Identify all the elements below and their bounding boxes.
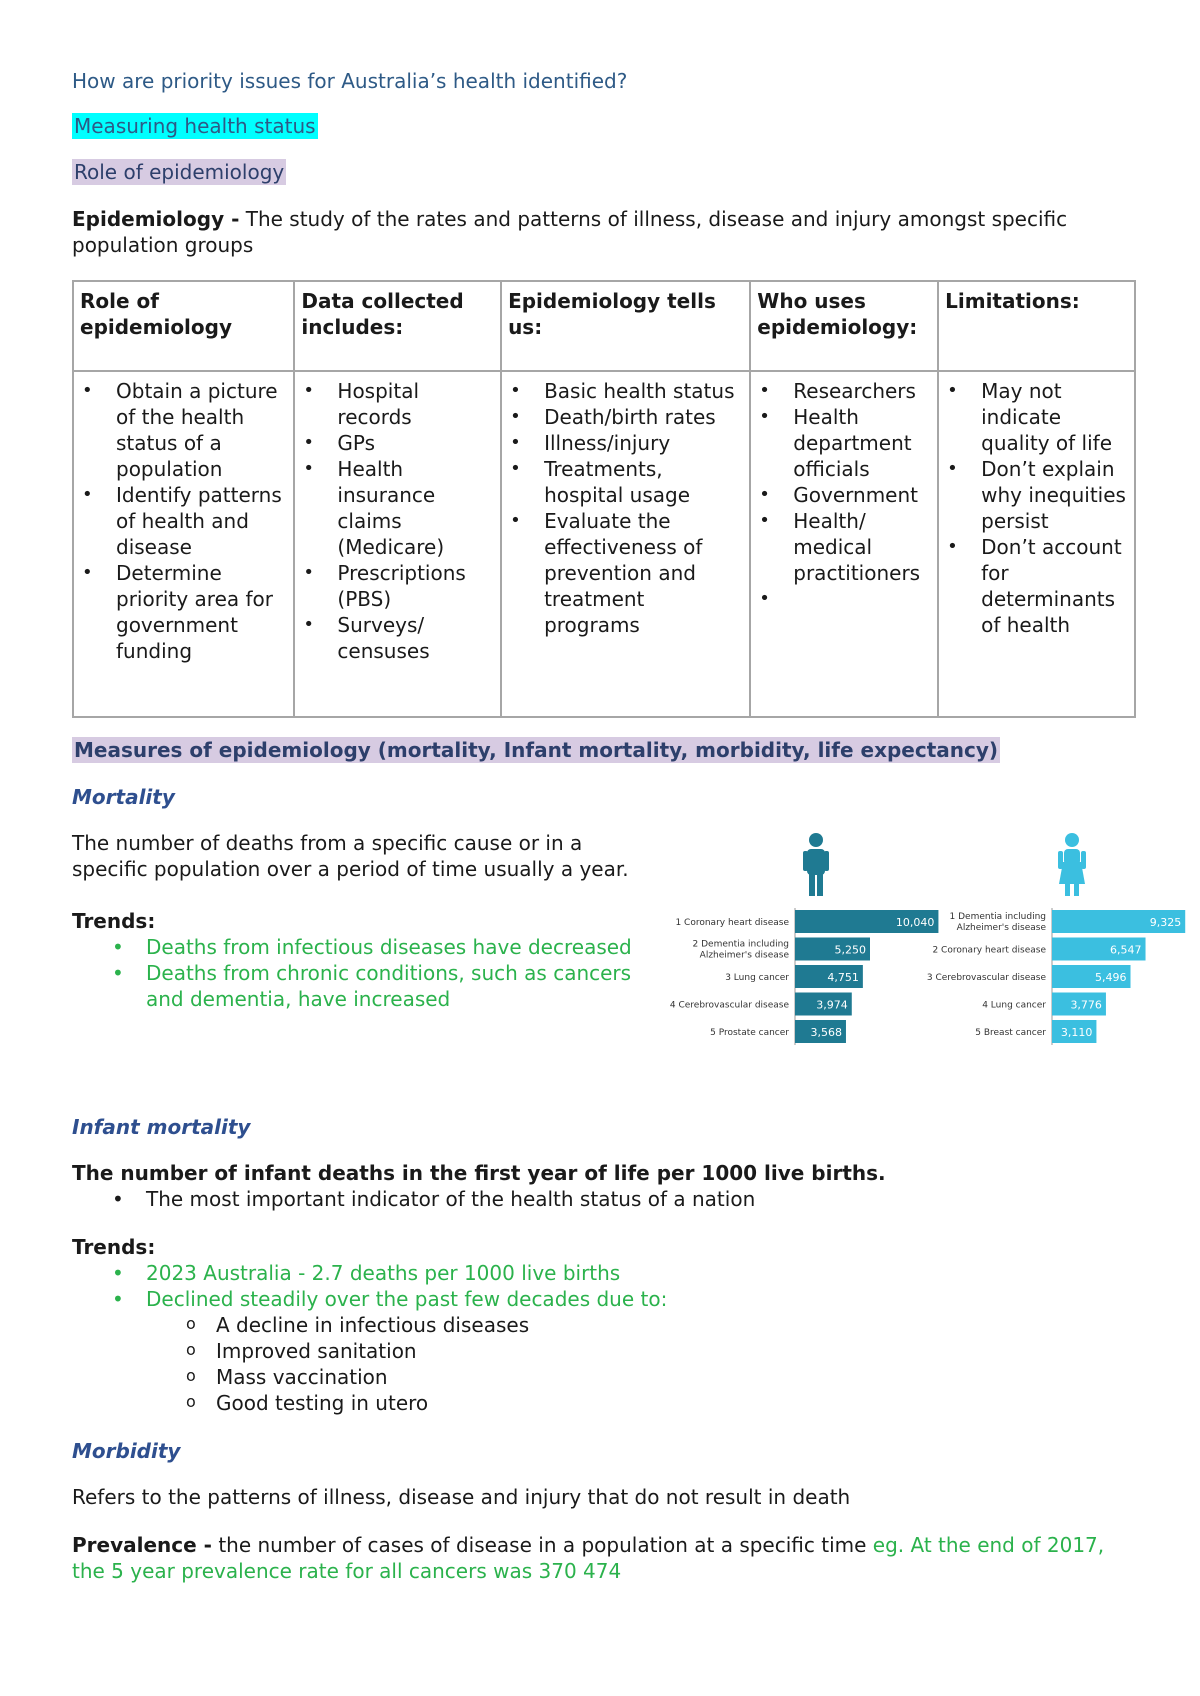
infant-points <box>72 1186 1140 1212</box>
list-item: • Surveys/ censuses <box>301 612 494 664</box>
bar-value-label: 9,325 <box>1149 916 1182 929</box>
section-heading-measuring: Measuring health status <box>74 114 316 138</box>
section-role <box>72 160 1140 184</box>
bar-category-label: 3 Cerebrovascular disease <box>926 973 1046 983</box>
table-header-row <box>73 281 1135 371</box>
mortality-causes-chart <box>652 830 1182 1102</box>
list-item: • Deaths from infectious diseases have decreased <box>108 934 642 960</box>
list-item: • GPs <box>301 430 494 456</box>
document-page <box>72 68 1182 1584</box>
table-cell-limitations <box>938 371 1135 717</box>
bar-value-label: 3,974 <box>816 998 848 1012</box>
list-item: • Hospital records <box>301 378 494 430</box>
mortality-section <box>72 830 1182 1102</box>
mortality-definition: The number of deaths from a specific cause or in a specific population over a period of time usually a year. <box>72 831 629 881</box>
bar-value-label: 3,568 <box>810 1026 842 1039</box>
table-cell-data <box>294 371 501 717</box>
mortality-trends <box>72 934 642 1012</box>
bar-value-label: 3,110 <box>1060 1026 1093 1039</box>
prevalence-definition: Prevalence - the number of cases of disease in a population at a specific time eg. At the end of 2017, the 5 year prevalence rate for all cancers was 370 474 <box>72 1533 1105 1583</box>
table-header: Role of epidemiology <box>73 281 294 371</box>
bar-value-label: 4,751 <box>827 971 859 984</box>
list-item: • Treatments, hospital usage <box>508 456 743 508</box>
bar-value-label: 10,040 <box>895 916 935 929</box>
list-item: • Deaths from chronic conditions, such as cancers and dementia, have increased <box>108 960 642 1012</box>
infant-reasons <box>72 1312 1140 1416</box>
section-measures <box>72 738 1140 762</box>
table-cell-role <box>73 371 294 717</box>
page-title: How are priority issues for Australia’s health identified? <box>72 69 628 93</box>
bar-category-label: 2 Dementia including Alzheimer's disease <box>692 939 789 961</box>
list-item: • Death/birth rates <box>508 404 743 430</box>
list-item: • May not indicate quality of life <box>945 378 1128 456</box>
definition-text: The study of the rates and patterns of illness, disease and injury amongst specific population groups <box>72 207 1068 257</box>
list-item: • Evaluate the effectiveness of prevention and treatment programs <box>508 508 743 638</box>
list-item: • Illness/injury <box>508 430 743 456</box>
list-item: • Basic health status <box>508 378 743 404</box>
epidemiology-definition <box>72 206 1140 258</box>
list-item: • 2023 Australia - 2.7 deaths per 1000 live births <box>108 1260 1140 1286</box>
list-item: • Health insurance claims (Medicare) <box>301 456 494 560</box>
list-item: o Improved sanitation <box>180 1338 1140 1364</box>
list-item: • Health/ medical practitioners <box>757 508 931 586</box>
list-item: • Don’t explain why inequities persist <box>945 456 1128 534</box>
bar-value-label: 3,776 <box>1070 998 1102 1012</box>
heading-morbidity: Morbidity <box>72 1439 181 1463</box>
list-item: • Don’t account for determinants of health <box>945 534 1128 638</box>
list-item: • Government <box>757 482 931 508</box>
section-heading-role: Role of epidemiology <box>74 160 285 184</box>
table-row <box>73 371 1135 717</box>
bar-category-label: 5 Breast cancer <box>975 1028 1046 1038</box>
bar-category-label: 1 Dementia including Alzheimer's disease <box>949 912 1046 933</box>
heading-infant-mortality: Infant mortality <box>72 1115 251 1139</box>
infant-trends-label: Trends: <box>72 1235 156 1259</box>
list-item: o A decline in infectious diseases <box>180 1312 1140 1338</box>
infant-trends <box>72 1260 1140 1312</box>
bar-category-label: 4 Lung cancer <box>982 1000 1046 1011</box>
list-item: o Mass vaccination <box>180 1364 1140 1390</box>
epidemiology-table <box>72 280 1136 718</box>
table-cell-tells <box>501 371 750 717</box>
bar-value-label: 5,496 <box>1095 971 1127 984</box>
heading-mortality: Mortality <box>72 785 175 809</box>
list-item: • Identify patterns of health and disease <box>80 482 287 560</box>
list-item: • Declined steadily over the past few decades due to: <box>108 1286 1140 1312</box>
bar-category-label: 5 Prostate cancer <box>710 1028 789 1038</box>
table-header: Epidemiology tells us: <box>501 281 750 371</box>
infant-definition: The number of infant deaths in the first year of life per 1000 live births. <box>72 1161 886 1185</box>
list-item: o Good testing in utero <box>180 1390 1140 1416</box>
female-figure-icon <box>1058 833 1086 896</box>
table-header: Limitations: <box>938 281 1135 371</box>
list-item: • Obtain a picture of the health status of a population <box>80 378 287 482</box>
table-cell-users <box>750 371 938 717</box>
bar-category-label: 1 Coronary heart disease <box>675 918 789 928</box>
definition-term: Epidemiology - <box>72 207 240 231</box>
list-item <box>757 586 931 612</box>
list-item: • The most important indicator of the health status of a nation <box>108 1186 1140 1212</box>
male-figure-icon <box>803 833 829 896</box>
list-item: • Researchers <box>757 378 931 404</box>
list-item: • Health department officials <box>757 404 931 482</box>
mortality-trends-label: Trends: <box>72 909 156 933</box>
list-item: • Prescriptions (PBS) <box>301 560 494 612</box>
bar-category-label: 3 Lung cancer <box>725 973 789 983</box>
list-item: • Determine priority area for government funding <box>80 560 287 664</box>
bar-value-label: 6,547 <box>1110 943 1142 957</box>
bar-category-label: 4 Cerebrovascular disease <box>669 1000 789 1011</box>
bar-category-label: 2 Coronary heart disease <box>932 945 1046 956</box>
section-heading-measures: Measures of epidemiology (mortality, Infant mortality, morbidity, life expectancy) <box>74 738 999 762</box>
morbidity-definition: Refers to the patterns of illness, disease and injury that do not result in death <box>72 1485 851 1509</box>
section-measuring <box>72 114 1140 138</box>
table-header: Data collected includes: <box>294 281 501 371</box>
bar-value-label: 5,250 <box>834 943 866 957</box>
table-header: Who uses epidemiology: <box>750 281 938 371</box>
